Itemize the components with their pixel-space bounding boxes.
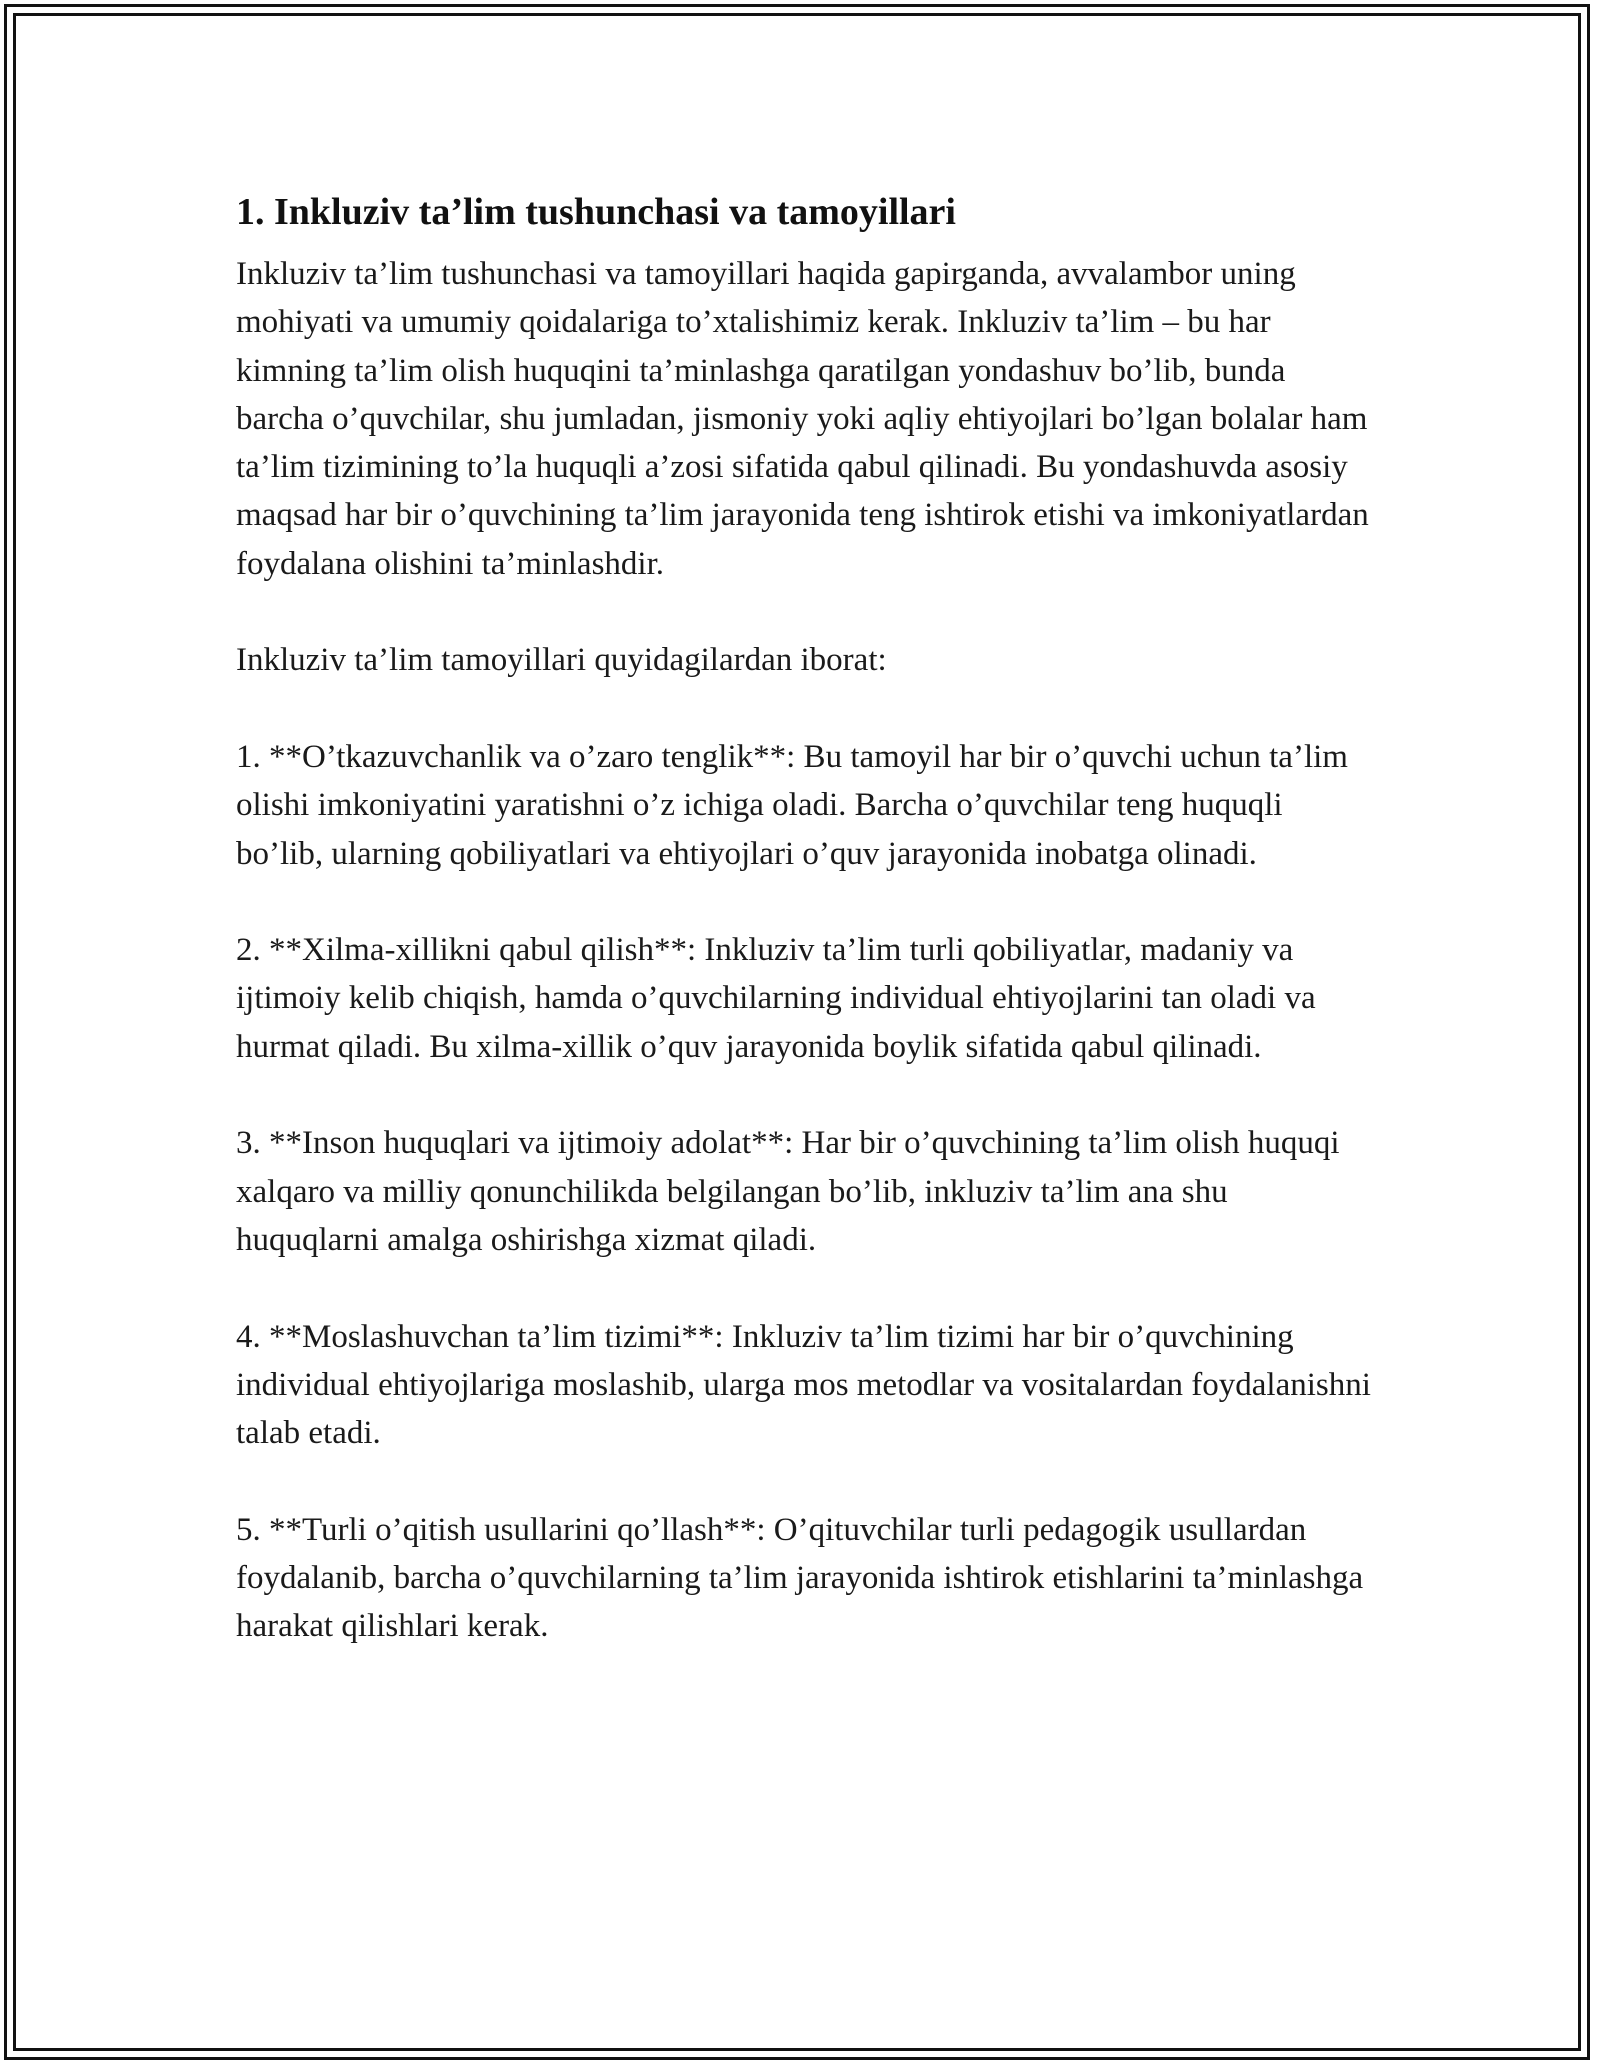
principle-3-paragraph: 3. **Inson huquqlari va ijtimoiy adolat**: Har bir o’quvchining ta’lim olish huquqi xalqaro va milliy qonunchilikda belgilangan bo’lib, inkluziv ta’lim ana shu huquqlarni amalga oshirishga xizmat qiladi. xyxy=(236,1125,1340,1258)
document-body xyxy=(236,188,1376,1699)
principle-2-paragraph: 2. **Xilma-xillikni qabul qilish**: Inkluziv ta’lim turli qobiliyatlar, madaniy va ijtimoiy kelib chiqish, hamda o’quvchilarning individual ehtiyojlarini tan oladi va hurmat qiladi. Bu xilma-xillik o’quv jarayonida boylik sifatida qabul qilinadi. xyxy=(236,932,1316,1065)
principle-1-paragraph: 1. **O’tkazuvchanlik va o’zaro tenglik**: Bu tamoyil har bir o’quvchi uchun ta’lim olishi imkoniyatini yaratishni o’z ichiga oladi. Barcha o’quvchilar teng huquqli bo’lib, ularning qobiliyatlari va ehtiyojlari o’quv jarayonida inobatga olinadi. xyxy=(236,738,1348,872)
principle-5-paragraph: 5. **Turli o’qitish usullarini qo’llash**: O’qituvchilar turli pedagogik usullardan foydalanib, barcha o’quvchilarning ta’lim jarayonida ishtirok etishlarini ta’minlashga harakat qilishlari kerak. xyxy=(236,1511,1364,1645)
principles-lead-paragraph: Inkluziv ta’lim tamoyillari quyidagilardan iborat: xyxy=(236,642,887,679)
section-title: 1. Inkluziv ta’lim tushunchasi va tamoyillari xyxy=(236,191,956,233)
principle-4-paragraph: 4. **Moslashuvchan ta’lim tizimi**: Inkluziv ta’lim tizimi har bir o’quvchining individual ehtiyojlariga moslashib, ularga mos metodlar va vositalardan foydalanishni talab etadi. xyxy=(236,1318,1371,1452)
intro-paragraph: Inkluziv ta’lim tushunchasi va tamoyillari haqida gapirganda, avvalambor uning mohiyati va umumiy qoidalariga to’xtalishimiz kerak. Inkluziv ta’lim – bu har kimning ta’lim olish huquqini ta’minlashga qaratilgan yondashuv bo’lib, bunda barcha o’quvchilar, shu jumladan, jismoniy yoki aqliy ehtiyojlari bo’lgan bolalar ham ta’lim tizimining to’la huquqli a’zosi sifatida qabul qilinadi. Bu yondashuvda asosiy maqsad har bir o’quvchining ta’lim jarayonida teng ishtirok etishi va imkoniyatlardan foydalana olishini ta’minlashdir. xyxy=(236,256,1369,582)
